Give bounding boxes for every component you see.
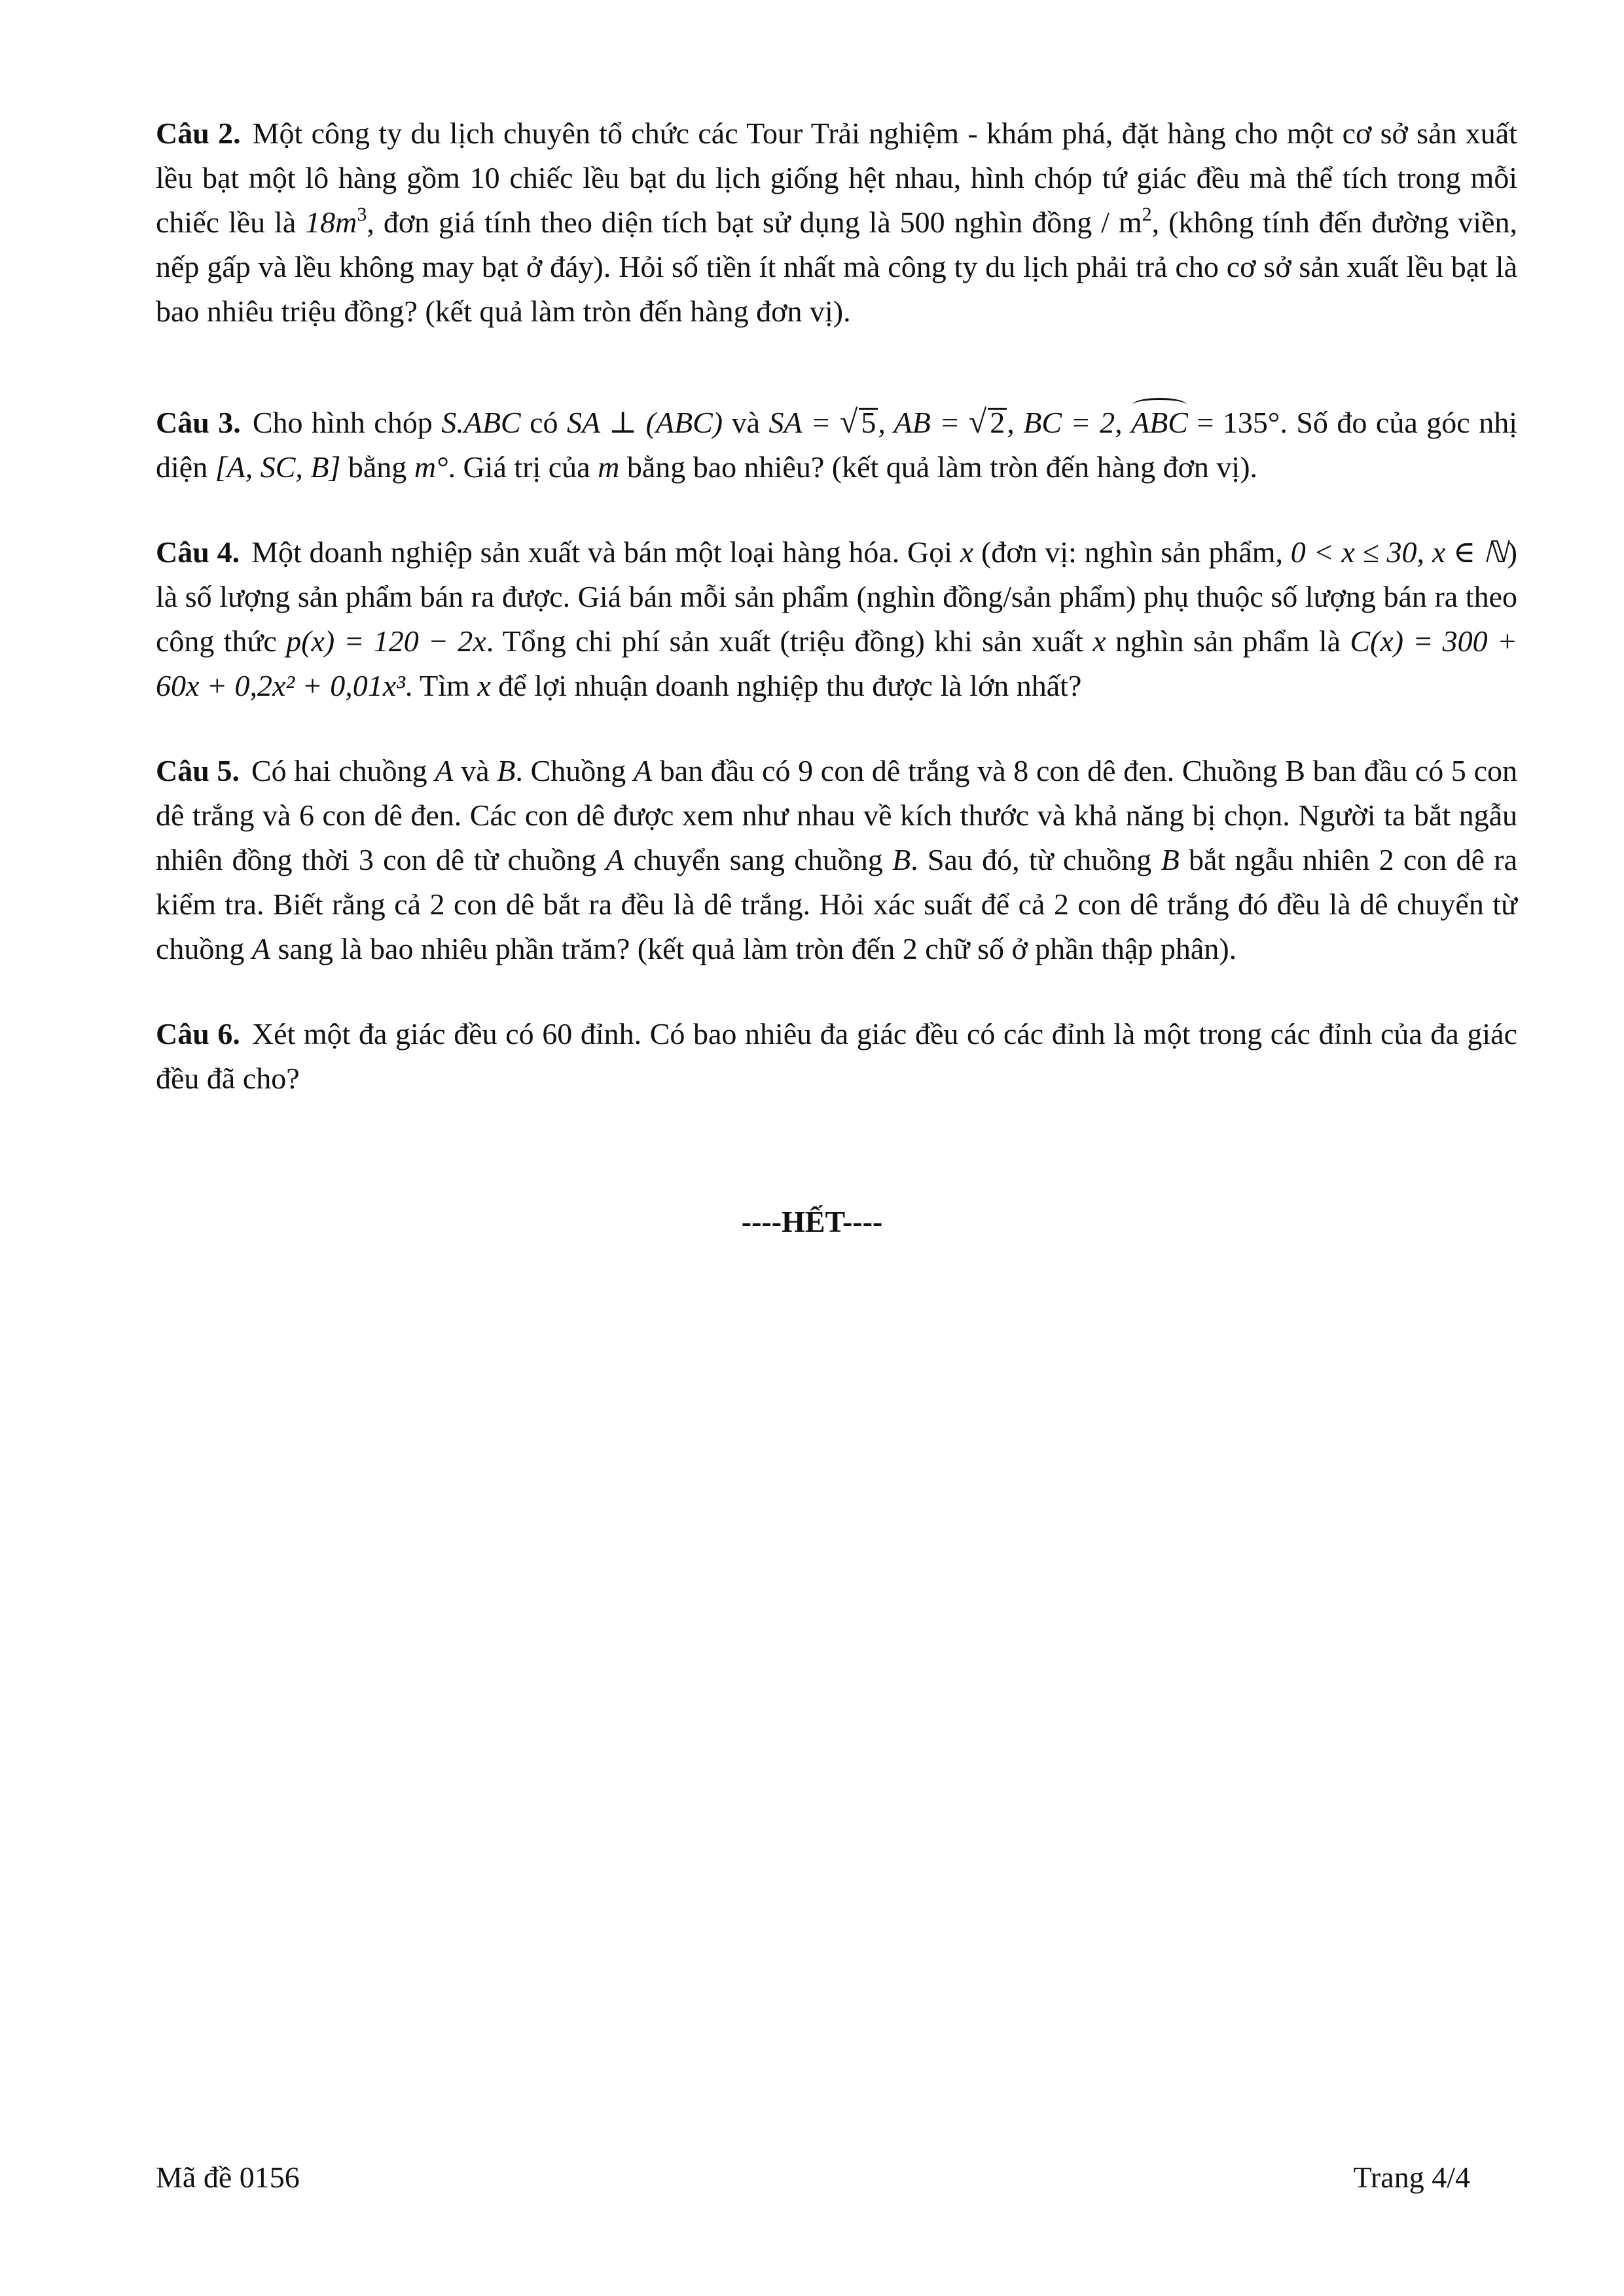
question-text: (đơn vị: nghìn sản phẩm, [973, 535, 1291, 569]
math-x: x [1092, 624, 1106, 658]
exam-page [156, 111, 1517, 1101]
sqrt-symbol: √ [968, 403, 987, 440]
question-text: Xét một đa giác đều có 60 đỉnh. Có bao nhiêu đa giác đều có các đỉnh là một trong các đỉnh của đa giác đều đã cho? [156, 1017, 1517, 1095]
question-text: để lợi nhuận doanh nghiệp thu được là lớn nhất? [490, 669, 1082, 702]
question-label: Câu 4. [156, 535, 240, 569]
math-a: A [435, 754, 454, 787]
math-price-formula: p(x) = 120 − 2x [286, 624, 486, 658]
math-domain: 0 < x ≤ 30, x ∈ ℕ [1290, 535, 1507, 569]
question-text: nghìn sản phẩm là [1106, 624, 1350, 658]
math-radicand: 2 [988, 408, 1007, 436]
math-a: A [633, 754, 653, 787]
question-text: . Tìm [405, 669, 478, 702]
math-b: B [1161, 843, 1180, 876]
question-text: sang là bao nhiêu phần trăm? (kết quả làm tròn đến 2 chữ số ở phần thập phân). [270, 932, 1237, 965]
question-text: Có hai chuồng [251, 754, 435, 787]
question-6 [156, 1012, 1517, 1101]
math-dihedral: [A, SC, B] [215, 450, 341, 484]
question-text: , đơn giá tính theo diện tích bạt sử dụng là 500 nghìn đồng / m [367, 206, 1142, 239]
math-exponent: 3 [357, 204, 367, 225]
question-label: Câu 2. [156, 117, 241, 150]
question-4 [156, 530, 1517, 708]
end-marker: ----HẾT---- [741, 1205, 883, 1238]
math-sa: SA = [768, 406, 840, 439]
math-volume: 18m [305, 206, 357, 239]
question-text: chuyển sang chuồng [624, 843, 892, 876]
math-a: A [605, 843, 624, 876]
page-number: Trang 4/4 [1353, 2161, 1470, 2194]
question-text: Một doanh nghiệp sản xuất và bán một loại hàng hóa. Gọi [251, 535, 960, 569]
question-text: . Sau đó, từ chuồng [911, 843, 1161, 876]
math-radicand: 5 [859, 408, 878, 436]
question-text: bắt ngẫu nhiên 2 con dê ra kiểm tra. Biết rằng cả 2 con dê bắt ra đều là dê trắng. Hỏi xác suất để cả 2 con dê trắng đó đều là dê chuyển từ chuồng [156, 843, 1517, 965]
math-exponent: 2 [1142, 204, 1152, 225]
math-angle-abc: ABC [1131, 401, 1188, 445]
question-text: ban đầu có 9 con dê trắng và 8 con dê đen. Chuồng B ban đầu có 5 con dê trắng và 6 con dê đen. Các con dê được xem như nhau về kích thước và khả năng bị chọn. Người ta bắt ngẫu nhiên đồng thời 3 con dê từ chuồng [156, 754, 1517, 876]
math-bc: , BC = 2, [1007, 406, 1132, 439]
question-text: . Tổng chi phí sản xuất (triệu đồng) khi sản xuất [486, 624, 1093, 658]
math-m: m [598, 450, 620, 484]
question-text: và [453, 754, 497, 787]
exam-code: Mã đề 0156 [156, 2161, 300, 2194]
question-text: và [723, 406, 769, 439]
question-text: bằng [340, 450, 414, 484]
question-text: bằng bao nhiêu? (kết quả làm tròn đến hàng đơn vị). [619, 450, 1258, 484]
math-pyramid: S.ABC [441, 406, 521, 439]
question-3 [156, 399, 1517, 490]
question-text: , (không tính đến đường viền, nếp gấp và lều không may bạt ở đáy). Hỏi số tiền ít nhất mà công ty du lịch phải trả cho cơ sở sản xuất lều bạt là bao nhiêu triệu đồng? (kết quả làm tròn đến hàng đơn vị). [156, 206, 1517, 328]
math-cost-formula: C(x) = 300 + 60x + 0,2x² + 0,01x³ [156, 624, 1517, 702]
sqrt-symbol: √ [839, 403, 858, 440]
math-x: x [960, 535, 974, 569]
math-b: B [497, 754, 516, 787]
question-text: ) là số lượng sản phẩm bán ra được. Giá bán mỗi sản phẩm (nghìn đồng/sản phẩm) phụ thuộc số lượng bán ra theo công thức [156, 535, 1517, 658]
question-text: . Giá trị của [448, 450, 598, 484]
question-text: Cho hình chóp [252, 406, 442, 439]
question-5 [156, 749, 1517, 971]
question-2 [156, 111, 1517, 334]
math-perpendicular: SA ⊥ (ABC) [567, 406, 723, 439]
question-text: . Chuồng [515, 754, 634, 787]
math-ab: , AB = [878, 406, 969, 439]
math-x: x [477, 669, 491, 702]
question-text: = 135°. Số đo của góc nhị diện [156, 406, 1517, 484]
math-a: A [251, 932, 271, 965]
question-text: có [520, 406, 568, 439]
question-text: Một công ty du lịch chuyên tổ chức các Tour Trải nghiệm - khám phá, đặt hàng cho một cơ sở sản xuất lều bạt một lô hàng gồm 10 chiếc lều bạt du lịch giống hệt nhau, hình chóp tứ giác đều mà thể tích trong mỗi chiếc lều là [156, 117, 1517, 239]
question-label: Câu 6. [156, 1017, 240, 1050]
question-label: Câu 5. [156, 754, 240, 787]
question-label: Câu 3. [156, 406, 241, 439]
math-m-degree: m° [414, 450, 448, 484]
math-b: B [892, 843, 911, 876]
